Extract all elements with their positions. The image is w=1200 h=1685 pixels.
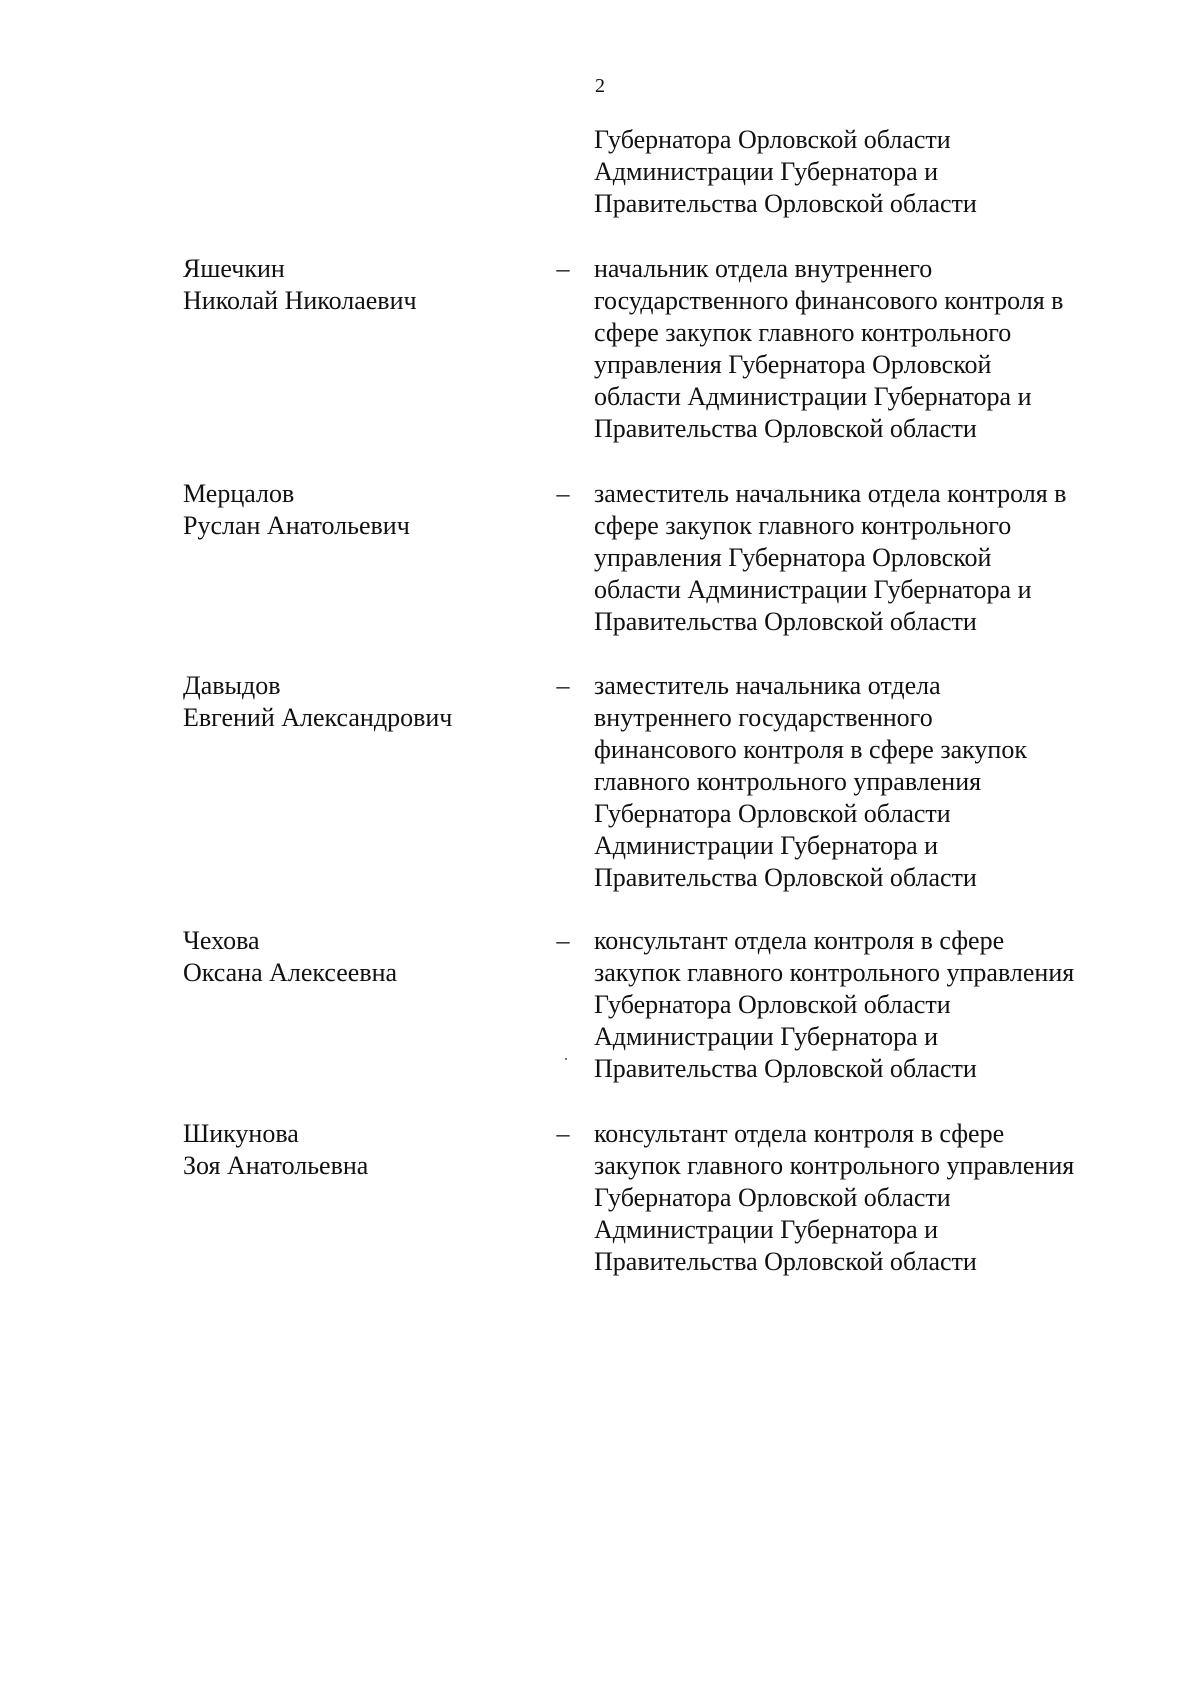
member-surname: Шикунова [183, 1119, 299, 1148]
continuation-line: Администрации Губернатора и [594, 157, 939, 186]
position-line: внутреннего государственного [594, 703, 933, 732]
member-name [183, 925, 523, 989]
dash-separator: – [556, 254, 570, 283]
position-line: управления Губернатора Орловской [594, 350, 992, 379]
member-position [594, 253, 1154, 445]
member-position [594, 478, 1154, 638]
position-line: главного контрольного управления [594, 767, 982, 796]
position-line: закупок главного контрольного управления [594, 958, 1075, 987]
member-position [594, 925, 1154, 1085]
position-line: Администрации Губернатора и [594, 1022, 939, 1051]
position-line: заместитель начальника отдела контроля в [594, 479, 1067, 508]
position-line: Правительства Орловской области [594, 863, 977, 892]
position-line: консультант отдела контроля в сфере [594, 1119, 1005, 1148]
page-number: 2 [595, 75, 605, 97]
dash-separator: – [556, 926, 570, 955]
position-line: области Администрации Губернатора и [594, 575, 1032, 604]
dash-separator: – [556, 479, 570, 508]
position-line: начальник отдела внутреннего [594, 254, 933, 283]
position-line: Правительства Орловской области [594, 607, 977, 636]
position-line: сфере закупок главного контрольного [594, 318, 1012, 347]
member-name [183, 1118, 523, 1182]
member-name [183, 478, 523, 542]
member-surname: Мерцалов [183, 479, 295, 508]
member-given-names: Зоя Анатольевна [183, 1151, 369, 1180]
member-given-names: Евгений Александрович [183, 703, 453, 732]
position-line: Губернатора Орловской области [594, 1183, 951, 1212]
member-given-names: Оксана Алексеевна [183, 958, 398, 987]
scan-speck [565, 1058, 567, 1060]
position-line: Администрации Губернатора и [594, 1215, 939, 1244]
member-position [594, 670, 1154, 894]
member-surname: Яшечкин [183, 254, 285, 283]
position-line: консультант отдела контроля в сфере [594, 926, 1005, 955]
continuation-line: Губернатора Орловской области [594, 125, 951, 154]
position-line: Губернатора Орловской области [594, 990, 951, 1019]
position-line: Администрации Губернатора и [594, 831, 939, 860]
position-line: управления Губернатора Орловской [594, 543, 992, 572]
member-name [183, 253, 523, 317]
position-line: Правительства Орловской области [594, 414, 977, 443]
position-line: Правительства Орловской области [594, 1054, 977, 1083]
position-line: Губернатора Орловской области [594, 799, 951, 828]
continuation-line: Правительства Орловской области [594, 189, 977, 218]
position-line: государственного финансового контроля в [594, 286, 1064, 315]
position-line: заместитель начальника отдела [594, 671, 941, 700]
position-line: Правительства Орловской области [594, 1247, 977, 1276]
member-position [594, 1118, 1154, 1278]
member-surname: Давыдов [183, 671, 281, 700]
position-line: сфере закупок главного контрольного [594, 511, 1012, 540]
member-given-names: Руслан Анатольевич [183, 511, 410, 540]
position-line: закупок главного контрольного управления [594, 1151, 1075, 1180]
position-line: финансового контроля в сфере закупок [594, 735, 1027, 764]
dash-separator: – [556, 1119, 570, 1148]
member-surname: Чехова [183, 926, 260, 955]
member-given-names: Николай Николаевич [183, 286, 417, 315]
member-name [183, 670, 523, 734]
continuation-text [594, 124, 1134, 220]
position-line: области Администрации Губернатора и [594, 382, 1032, 411]
dash-separator: – [556, 671, 570, 700]
